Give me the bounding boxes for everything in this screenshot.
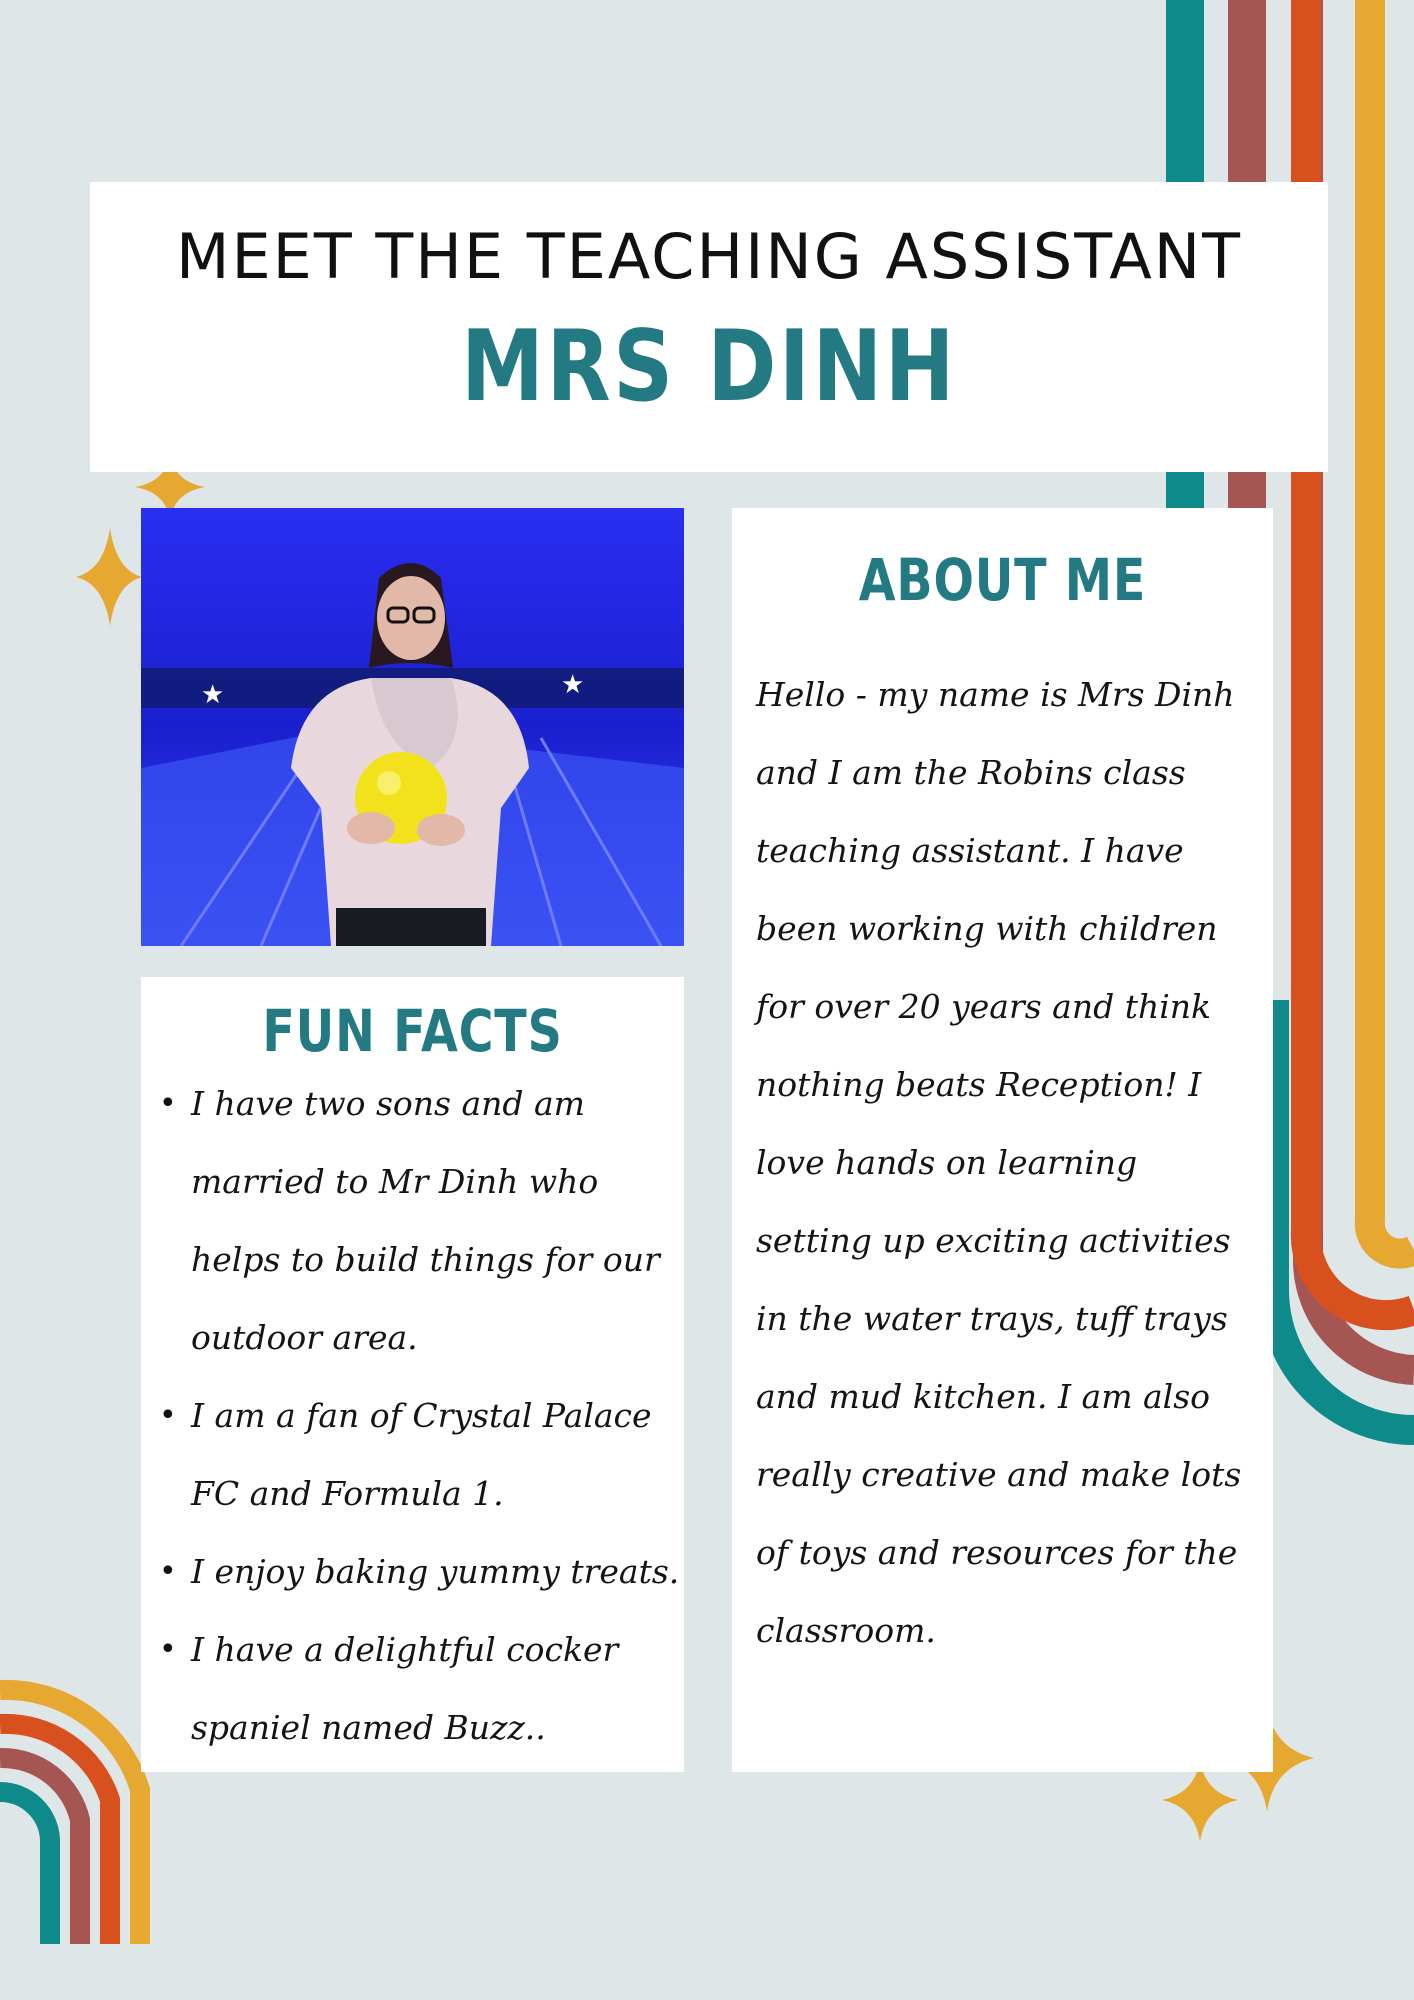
fun-facts-heading: FUN FACTS — [262, 997, 563, 1065]
about-me-card — [732, 508, 1273, 1772]
title-banner — [90, 182, 1328, 472]
about-me-heading: ABOUT ME — [858, 546, 1147, 614]
sparkle-star-icon — [1162, 1760, 1238, 1842]
svg-text:★: ★ — [561, 670, 585, 700]
fun-facts-list — [141, 1065, 684, 1767]
svg-text:★: ★ — [201, 680, 225, 710]
rainbow-arc-mustard — [1370, 0, 1414, 1254]
sparkle-star-icon — [76, 528, 142, 626]
fun-facts-card — [141, 977, 684, 1772]
about-me-text: Hello - my name is Mrs Dinh and I am the Robins class teaching assistant. I have been working with children for over 20 years and think nothing beats Reception! I love hands on learning setting up exciting activities in the water trays, tuff trays and mud kitchen. I am also really creative and make lots of toys and resources for the classroom. — [756, 675, 1242, 1650]
bottom-arc-teal — [0, 1792, 50, 1944]
list-item: • I have a delightful cocker spaniel named Buzz.. — [191, 1611, 684, 1767]
page-title: MRS DINH — [460, 310, 958, 424]
page-subtitle: MEET THE TEACHING ASSISTANT — [176, 220, 1242, 293]
list-item: • I enjoy baking yummy treats. — [191, 1533, 684, 1611]
profile-photo — [141, 508, 684, 946]
list-item: • I am a fan of Crystal Palace FC and Formula 1. — [191, 1377, 684, 1533]
list-item: • I have two sons and am married to Mr Dinh who helps to build things for our outdoor area. — [191, 1065, 684, 1377]
